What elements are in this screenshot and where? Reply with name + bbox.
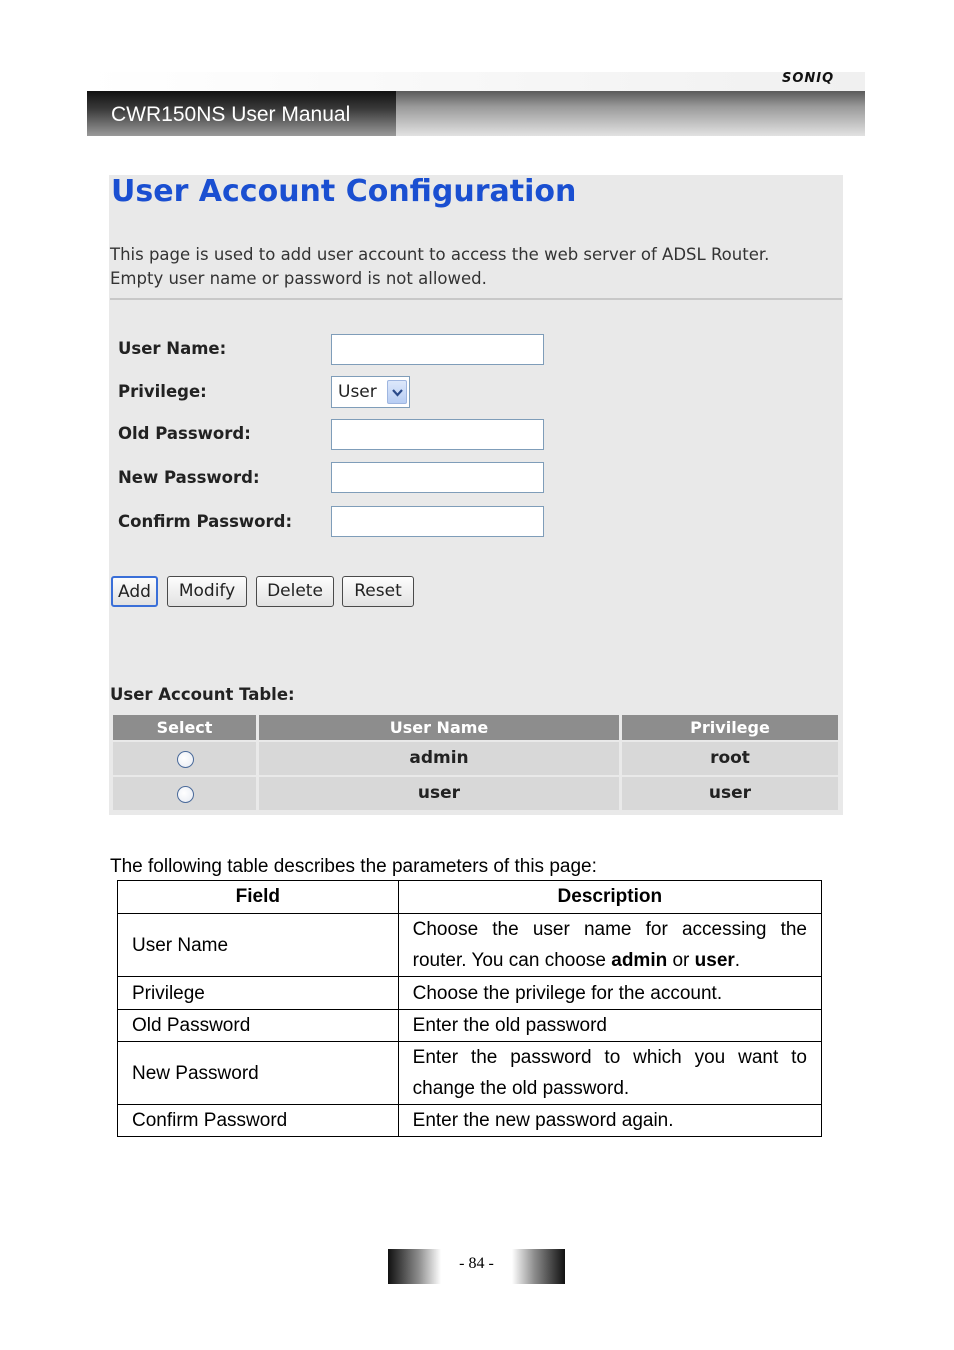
table-cell-privilege: root — [622, 742, 838, 775]
description-cell: Enter the password to which you want to change the old password. — [398, 1042, 821, 1105]
modify-button[interactable]: Modify — [167, 576, 247, 607]
page-description — [110, 243, 830, 291]
old-password-input[interactable] — [331, 419, 544, 450]
new-password-input[interactable] — [331, 462, 544, 493]
table-cell-user-name: user — [259, 777, 619, 810]
description-header: Description — [398, 881, 821, 914]
description-text: Choose the user name for accessing the router. You can choose — [412, 919, 807, 971]
parameter-table-header-row — [118, 881, 822, 914]
page-number: - 84 - — [459, 1255, 494, 1272]
table-row — [118, 1010, 822, 1042]
privilege-select[interactable] — [331, 376, 410, 408]
user-name-label: User Name: — [118, 339, 227, 358]
manual-title: CWR150NS User Manual — [111, 103, 351, 126]
divider — [110, 298, 842, 300]
description-text: or — [667, 950, 695, 971]
table-header-select: Select — [113, 715, 256, 740]
confirm-password-input[interactable] — [331, 506, 544, 537]
description-bold-user: user — [694, 950, 735, 971]
description-text: . — [734, 950, 741, 971]
confirm-password-label: Confirm Password: — [118, 512, 293, 531]
field-cell: Confirm Password — [118, 1105, 399, 1137]
description-bold-admin: admin — [611, 950, 668, 971]
field-cell: Old Password — [118, 1010, 399, 1042]
new-password-label: New Password: — [118, 468, 260, 487]
table-row — [118, 914, 822, 977]
table-row — [118, 1105, 822, 1137]
description-line-1: This page is used to add user account to access the web server of ADSL Router. — [110, 245, 770, 264]
table-row — [118, 977, 822, 1010]
intro-text: The following table describes the parameters of this page: — [110, 856, 597, 877]
field-cell: New Password — [118, 1042, 399, 1105]
parameter-table — [117, 880, 822, 1137]
description-line-2: Empty user name or password is not allowed. — [110, 269, 487, 288]
user-account-table-title: User Account Table: — [110, 685, 295, 704]
field-cell: User Name — [118, 914, 399, 977]
header-top-strip — [87, 72, 865, 92]
field-header: Field — [118, 881, 399, 914]
page-title: User Account Configuration — [111, 174, 577, 209]
old-password-label: Old Password: — [118, 424, 251, 443]
description-cell: Enter the old password — [398, 1010, 821, 1042]
table-header-user-name: User Name — [259, 715, 619, 740]
user-name-input[interactable] — [331, 334, 544, 365]
table-cell-privilege: user — [622, 777, 838, 810]
add-button[interactable]: Add — [111, 576, 158, 607]
privilege-select-value: User — [338, 382, 377, 402]
description-cell: Enter the new password again. — [398, 1105, 821, 1137]
field-cell: Privilege — [118, 977, 399, 1010]
table-header-privilege: Privilege — [622, 715, 838, 740]
description-cell: Choose the privilege for the account. — [398, 977, 821, 1010]
row-select-radio[interactable] — [177, 786, 194, 803]
description-cell — [398, 914, 821, 977]
chevron-down-icon — [387, 380, 407, 404]
brand-logo: SONIQ — [782, 71, 835, 86]
delete-button[interactable]: Delete — [256, 576, 334, 607]
privilege-label: Privilege: — [118, 382, 207, 401]
table-row — [118, 1042, 822, 1105]
table-cell-user-name: admin — [259, 742, 619, 775]
row-select-radio[interactable] — [177, 751, 194, 768]
reset-button[interactable]: Reset — [342, 576, 414, 607]
